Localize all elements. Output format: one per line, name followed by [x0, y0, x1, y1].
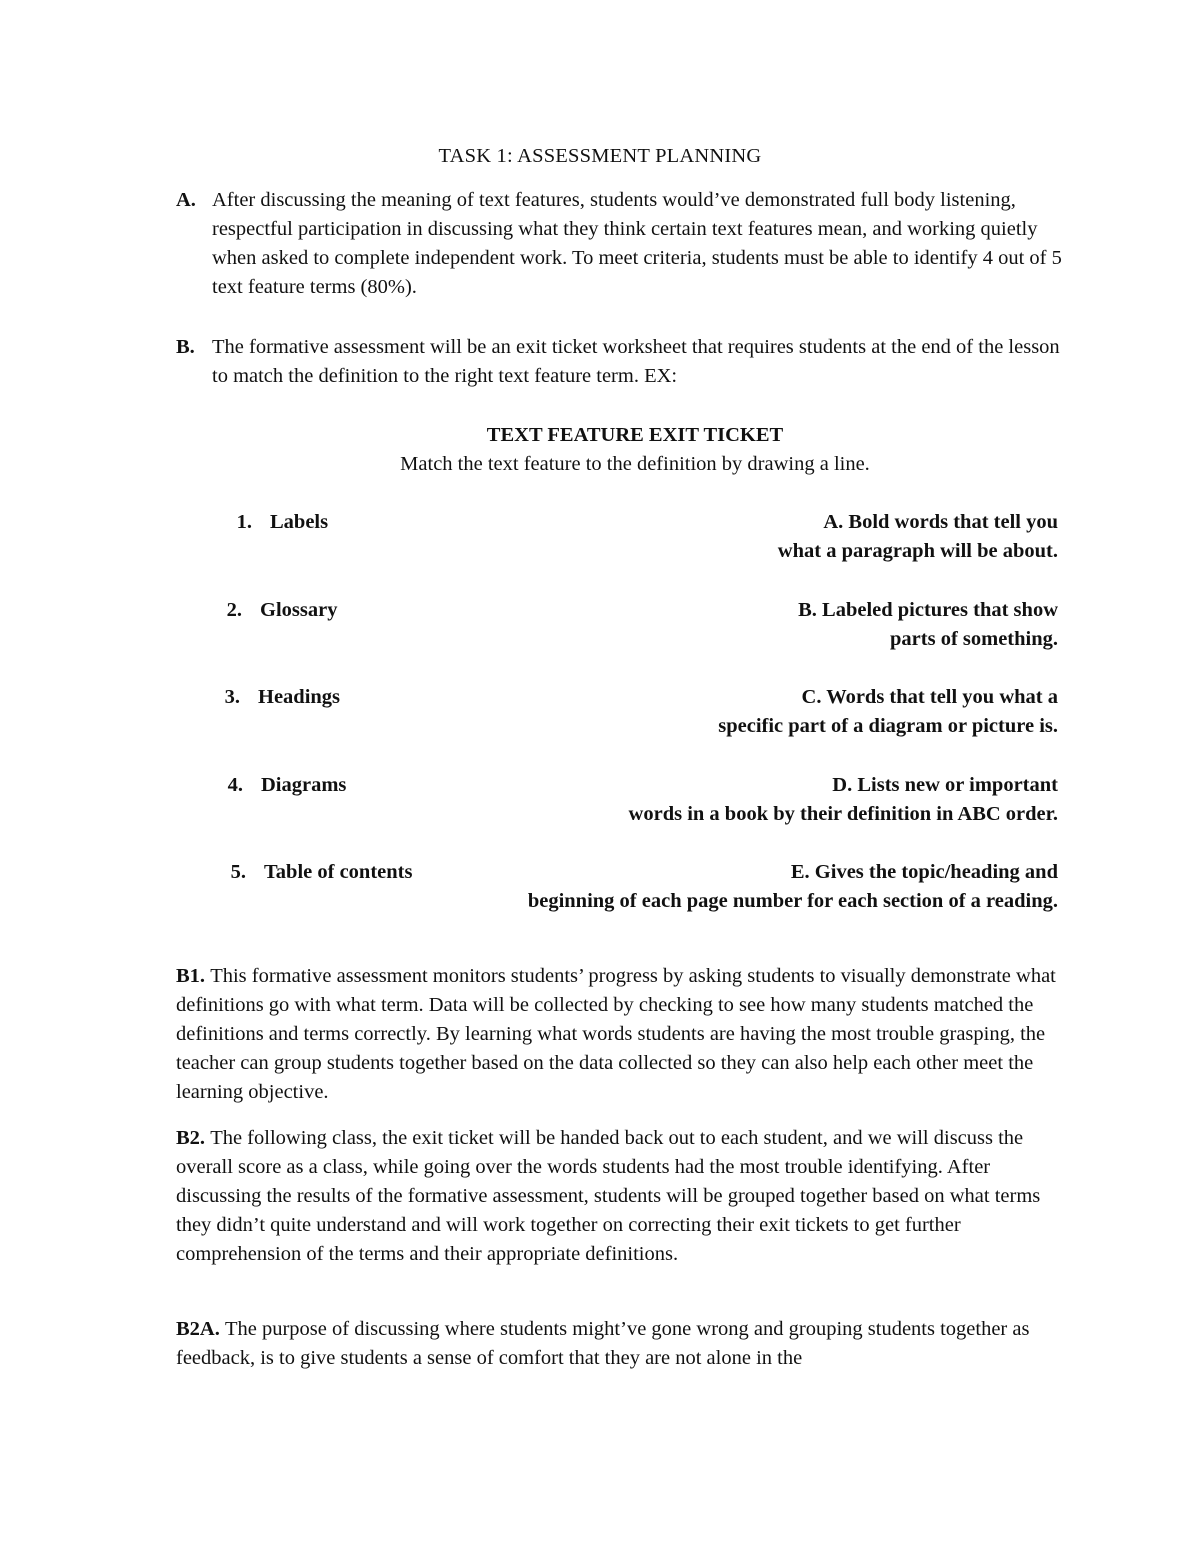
match-row-4 [0, 771, 1200, 831]
match-term: Glossary [260, 599, 338, 621]
section-b1-label: B1. [176, 965, 211, 987]
section-b1-text: This formative assessment monitors students’ progress by asking students to visually demonstrate what definitions go with what term. Data will be collected by checking to see how many students matched the definitions and terms correctly. By learning what words students are having the most trouble grasping, the teacher can group students together based on the data collected so they can also help each other meet the learning objective. [176, 965, 1056, 1103]
match-definition-line-1: B. Labeled pictures that show [798, 599, 1058, 621]
match-definition-line-1: E. Gives the topic/heading and [790, 861, 1058, 883]
match-number: 1. [236, 511, 252, 533]
match-row-2 [0, 596, 1200, 656]
section-a-text: After discussing the meaning of text features, students would’ve demonstrated full body listening, respectful participation in discussing what they think certain text features mean, and working quietly when asked to complete independent work. To meet criteria, students must be able to identify 4 out of 5 text feature terms (80%). [212, 189, 1062, 298]
section-a-label: A. [176, 189, 196, 211]
match-definition-line-2: what a paragraph will be about. [777, 540, 1058, 562]
match-definition [358, 508, 1058, 566]
section-b1 [176, 962, 1066, 1107]
match-definition-line-2: parts of something. [890, 628, 1058, 650]
match-definition-line-1: A. Bold words that tell you [823, 511, 1058, 533]
match-definition [358, 596, 1058, 654]
section-b2-label: B2. [176, 1127, 211, 1149]
page-title: TASK 1: ASSESSMENT PLANNING [438, 145, 762, 167]
match-term: Headings [258, 686, 341, 708]
exit-ticket-instructions: Match the text feature to the definition by drawing a line. [400, 453, 870, 475]
match-row-5 [0, 858, 1200, 918]
exit-ticket-title: TEXT FEATURE EXIT TICKET [486, 424, 784, 446]
section-b-text: The formative assessment will be an exit ticket worksheet that requires students at the end of the lesson to match the definition to the right text feature term. EX: [212, 336, 1060, 387]
match-row-3 [0, 683, 1200, 743]
match-term: Diagrams [261, 774, 347, 796]
match-term: Labels [270, 511, 329, 533]
match-definition-line-2: specific part of a diagram or picture is. [718, 715, 1058, 737]
section-b-label: B. [176, 336, 195, 358]
match-number: 2. [226, 599, 242, 621]
match-definition-line-1: C. Words that tell you what a [801, 686, 1058, 708]
section-b2a-label: B2A. [176, 1318, 225, 1340]
match-definition [358, 683, 1058, 741]
match-definition-line-2: beginning of each page number for each section of a reading. [527, 890, 1058, 912]
match-number: 4. [227, 774, 243, 796]
match-row-1 [0, 508, 1200, 568]
match-term: Table of contents [264, 861, 413, 883]
section-b2-text: The following class, the exit ticket will be handed back out to each student, and we will discuss the overall score as a class, while going over the words students had the most trouble identifying. After discussing the results of the formative assessment, students will be grouped together based on what terms they didn’t quite understand and will work together on correcting their exit tickets to get further comprehension of the terms and their appropriate definitions. [176, 1127, 1041, 1265]
section-b2a-text: The purpose of discussing where students might’ve gone wrong and grouping students together as feedback, is to give students a sense of comfort that they are not alone in the [176, 1318, 1030, 1369]
match-definition-line-2: words in a book by their definition in ABC order. [628, 803, 1058, 825]
match-definition [358, 771, 1058, 829]
section-a [176, 186, 1066, 302]
section-b2a [176, 1315, 1066, 1373]
section-b2 [176, 1124, 1066, 1269]
match-number: 3. [224, 686, 240, 708]
match-definition-line-1: D. Lists new or important [832, 774, 1058, 796]
section-b [176, 333, 1066, 391]
match-definition [358, 858, 1058, 916]
match-number: 5. [230, 861, 246, 883]
